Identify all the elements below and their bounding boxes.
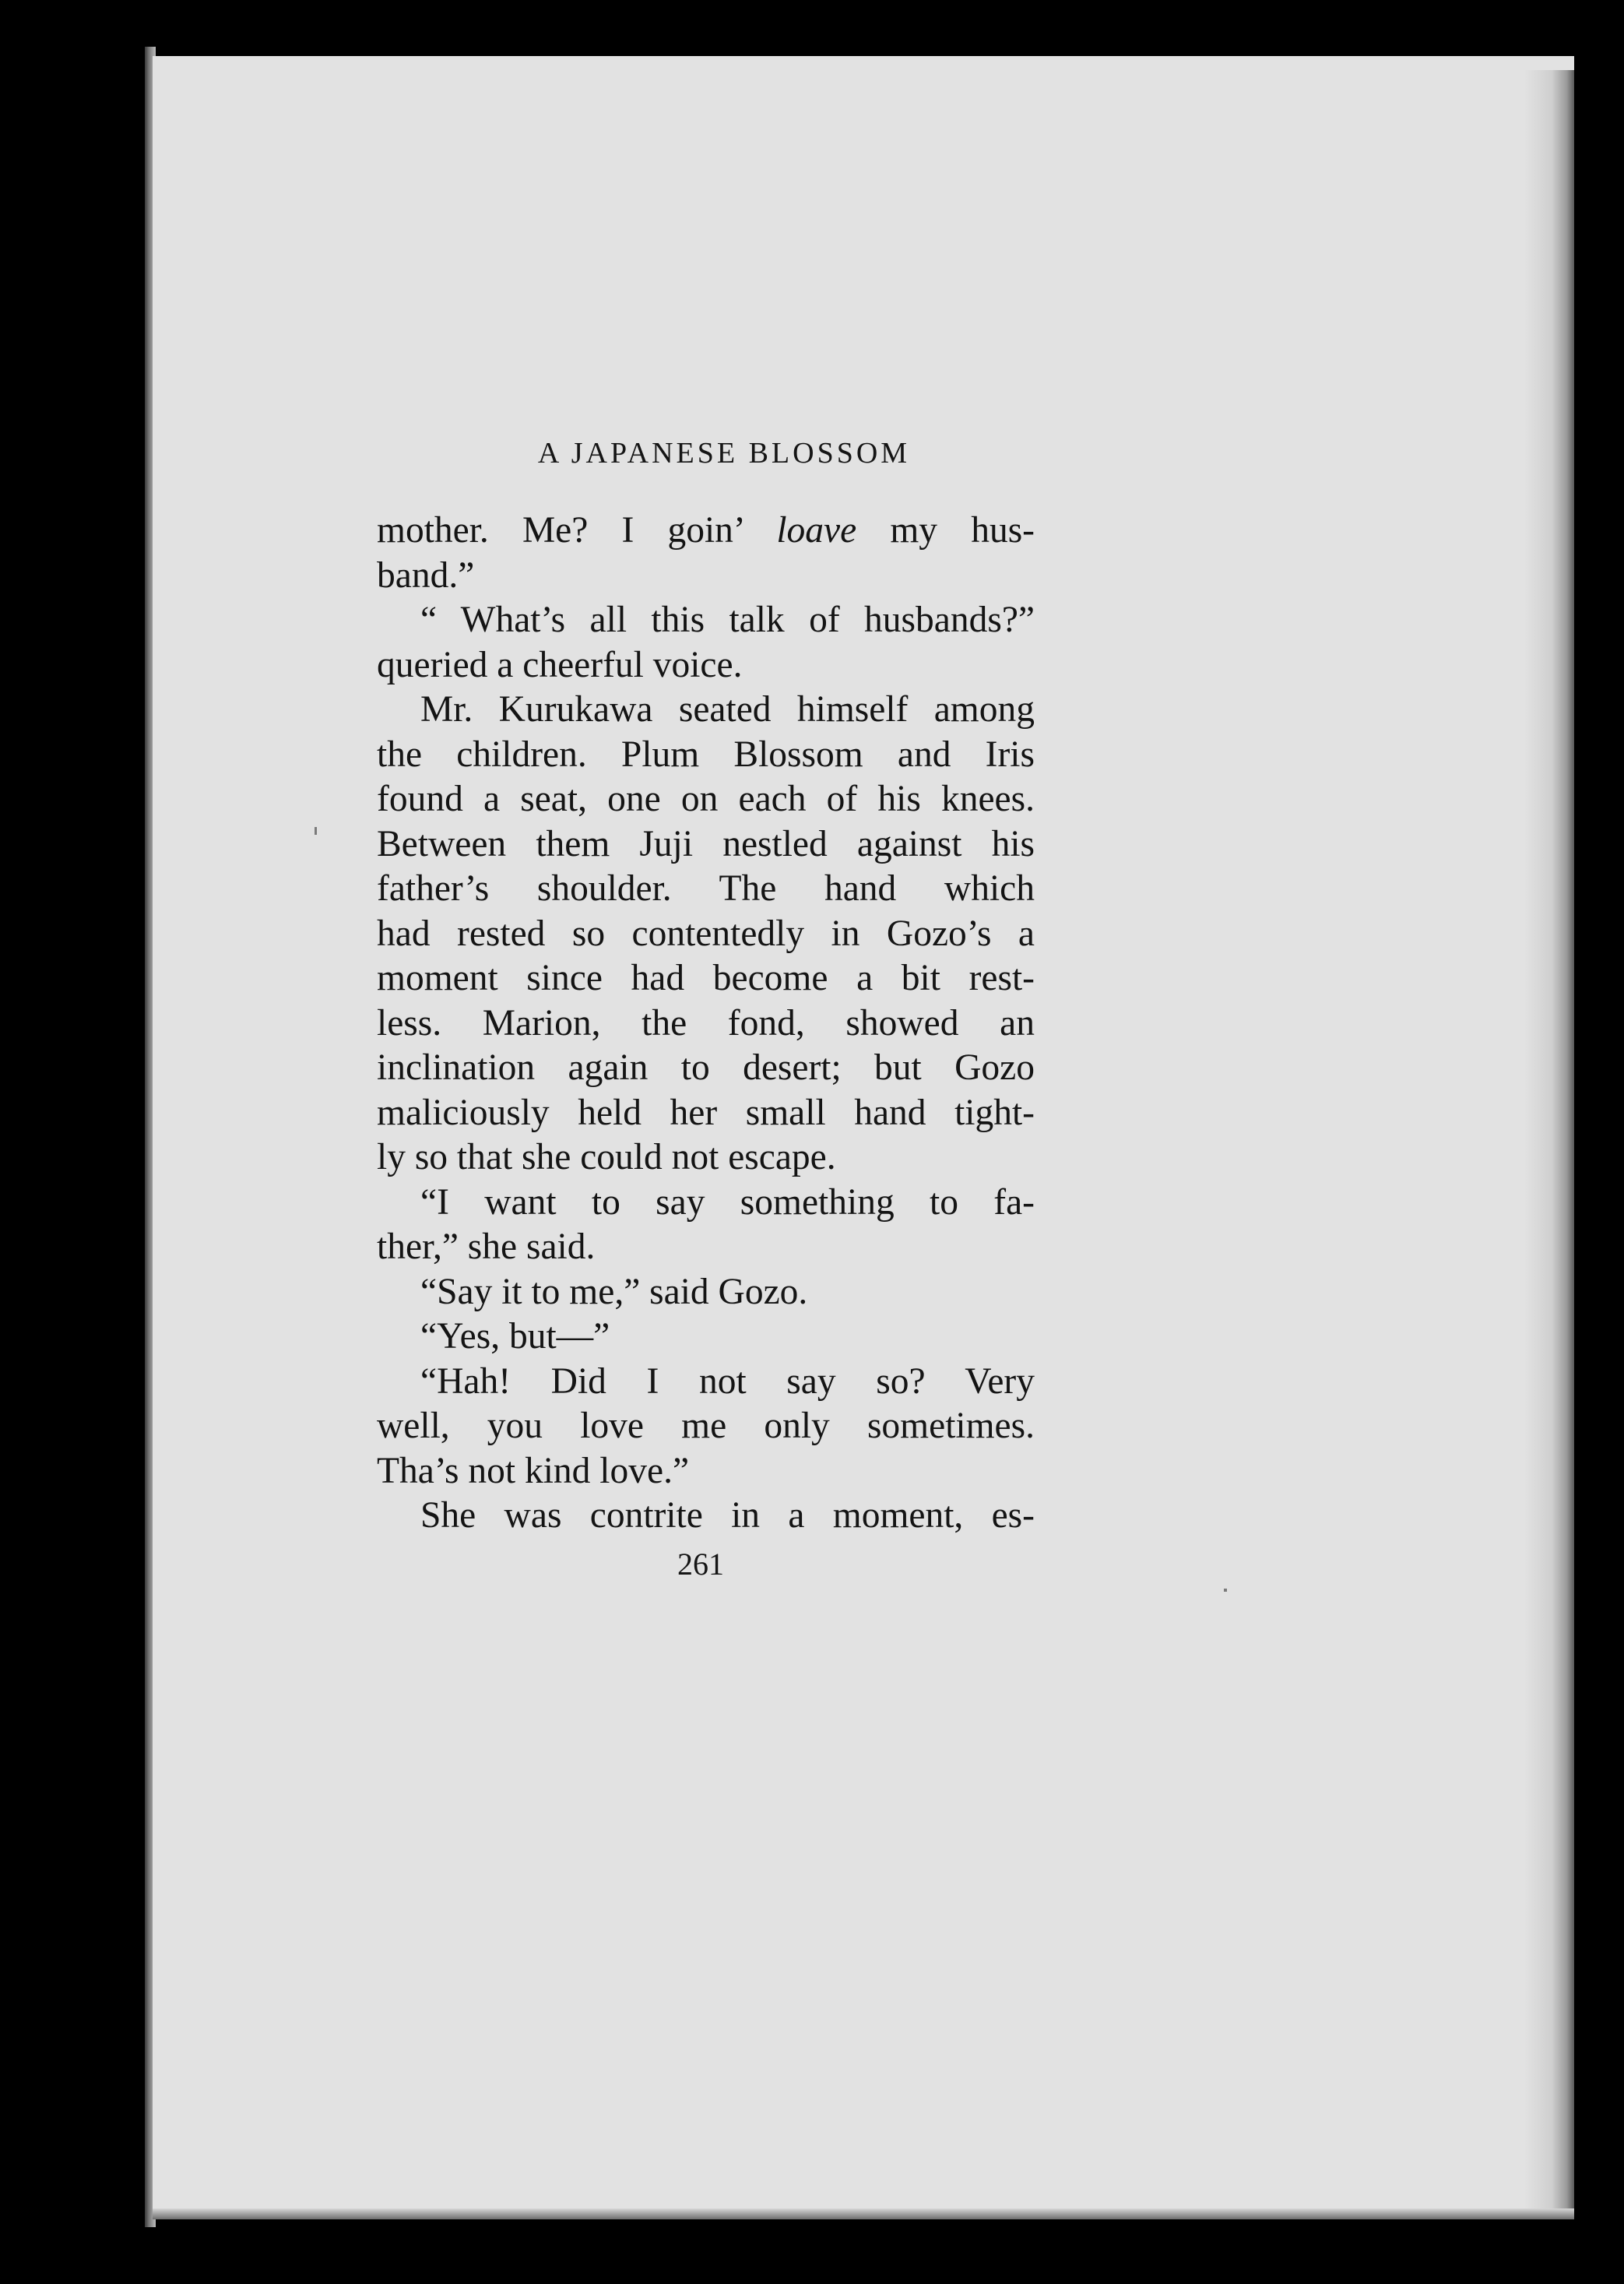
text-line-23 — [377, 1494, 1035, 1539]
text-line-21-content: well, you love me only sometimes. — [377, 1406, 1035, 1446]
text-line-21 — [377, 1404, 1035, 1449]
text-line-13-content: inclination again to desert; but Gozo — [377, 1047, 1035, 1088]
text-line-6-content: the children. Plum Blossom and Iris — [377, 734, 1035, 775]
scan-speck — [1224, 1589, 1227, 1592]
text-line-20 — [377, 1360, 1035, 1405]
text-line-11-content: moment since had become a bit rest- — [377, 958, 1035, 998]
text-line-17 — [377, 1225, 1035, 1270]
text-line-13 — [377, 1046, 1035, 1091]
text-line-18-content: “Say it to me,” said Gozo. — [420, 1271, 808, 1312]
text-line-7-content: found a seat, one on each of his knees. — [377, 779, 1035, 819]
page-edge-bottom — [153, 2208, 1574, 2219]
text-line-20-content: “Hah! Did I not say so? Very — [420, 1360, 1035, 1402]
text-line-4 — [377, 643, 1035, 688]
text-line-16-content: “I want to say something to fa- — [420, 1181, 1035, 1223]
text-line-8-content: Between them Juji nestled against his — [377, 823, 1035, 864]
text-line-7 — [377, 777, 1035, 822]
text-line-5-content: Mr. Kurukawa seated himself among — [420, 689, 1035, 730]
text-line-4-content: queried a cheerful voice. — [377, 644, 743, 685]
text-line-1-content: mother. Me? I goin’ loave my hus- — [377, 510, 1035, 551]
text-line-17-content: ther,” she said. — [377, 1226, 596, 1267]
text-line-15-content: ly so that she could not escape. — [377, 1137, 836, 1177]
text-line-10 — [377, 912, 1035, 957]
text-line-14 — [377, 1091, 1035, 1136]
text-line-19 — [377, 1314, 1035, 1360]
text-line-22 — [377, 1449, 1035, 1494]
text-line-10-content: had rested so contentedly in Gozo’s a — [377, 913, 1035, 954]
body-text — [377, 509, 1035, 1539]
running-head: A JAPANESE BLOSSOM — [537, 437, 911, 470]
text-line-9 — [377, 867, 1035, 912]
text-line-3-content: “ What’s all this talk of husbands?” — [420, 600, 1035, 640]
text-line-12 — [377, 1001, 1035, 1047]
text-line-12-content: less. Marion, the fond, showed an — [377, 1002, 1035, 1043]
text-line-22-content: Tha’s not kind love.” — [377, 1450, 690, 1491]
text-line-5 — [377, 688, 1035, 733]
text-line-19-content: “Yes, but—” — [420, 1316, 610, 1357]
text-line-16 — [377, 1181, 1035, 1226]
text-line-2-content: band.” — [377, 554, 475, 596]
text-line-14-content: maliciously held her small hand tight- — [377, 1092, 1035, 1133]
text-line-3 — [377, 598, 1035, 643]
text-line-15 — [377, 1135, 1035, 1181]
text-line-23-content: She was contrite in a moment, es- — [420, 1495, 1035, 1536]
text-line-2 — [377, 554, 1035, 599]
text-line-11 — [377, 956, 1035, 1001]
text-line-6 — [377, 733, 1035, 778]
scan-speck — [315, 827, 317, 835]
page-number: 261 — [677, 1547, 724, 1582]
text-line-1 — [377, 509, 1035, 554]
text-line-9-content: father’s shoulder. The hand which — [377, 868, 1035, 909]
text-line-18 — [377, 1270, 1035, 1315]
page-edge-right — [1524, 70, 1574, 2219]
text-line-8 — [377, 822, 1035, 867]
